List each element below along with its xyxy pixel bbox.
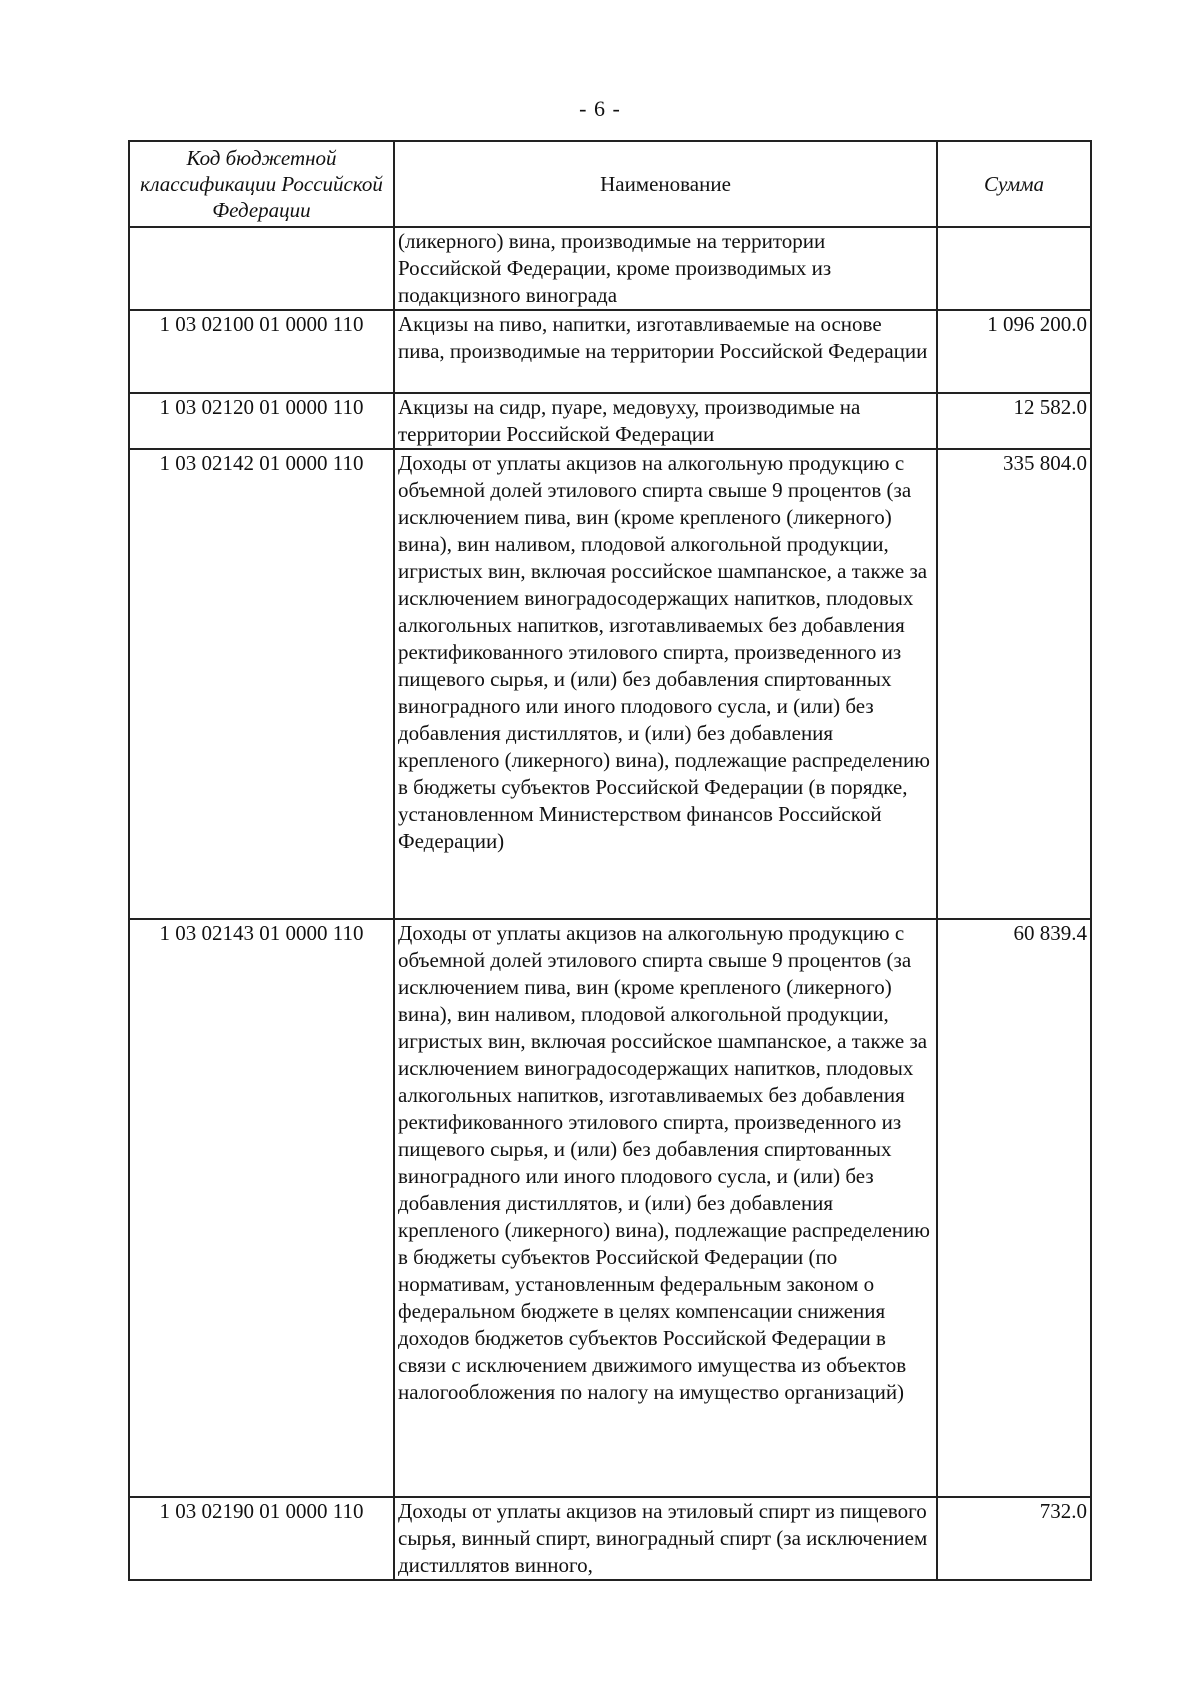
table-row bbox=[129, 393, 1091, 449]
row-name: Доходы от уплаты акцизов на алкогольную продукцию с объемной долей этилового спирта свыше 9 процентов (за исключением пива, вин (кроме крепленого (ликерного) вина), вин наливом, плодовой алкогольной продукции, игристых вин, включая российское шампанское, а также за исключением виноградосодержащих напитков, плодовых алкогольных напитков, изготавливаемых без добавления ректификованного этилового спирта, произведенного из пищевого сырья, и (или) без добавления спиртованных виноградного или иного плодового сусла, и (или) без добавления дистиллятов, и (или) без добавления крепленого (ликерного) вина), подлежащие распределению в бюджеты субъектов Российской Федерации (по нормативам, установленным федеральным законом о федеральном бюджете в целях компенсации снижения доходов бюджетов субъектов Российской Федерации в связи с исключением движимого имущества из объектов налогообложения по налогу на имущество организаций) bbox=[394, 919, 937, 1497]
table-row bbox=[129, 1497, 1091, 1580]
row-code: 1 03 02190 01 0000 110 bbox=[129, 1497, 394, 1580]
row-sum: 12 582.0 bbox=[937, 393, 1091, 449]
row-name: Акцизы на пиво, напитки, изготавливаемые на основе пива, производимые на территории Российской Федерации bbox=[394, 310, 937, 393]
row-sum: 335 804.0 bbox=[937, 449, 1091, 919]
row-code: 1 03 02142 01 0000 110 bbox=[129, 449, 394, 919]
header-sum: Сумма bbox=[937, 141, 1091, 227]
table-row bbox=[129, 449, 1091, 919]
header-name: Наименование bbox=[394, 141, 937, 227]
table-row bbox=[129, 919, 1091, 1497]
row-sum bbox=[937, 227, 1091, 310]
table-row bbox=[129, 310, 1091, 393]
row-sum: 732.0 bbox=[937, 1497, 1091, 1580]
row-name: Акцизы на сидр, пуаре, медовуху, производимые на территории Российской Федерации bbox=[394, 393, 937, 449]
row-code bbox=[129, 227, 394, 310]
row-sum: 60 839.4 bbox=[937, 919, 1091, 1497]
budget-table bbox=[128, 140, 1092, 1581]
page-number: - 6 - bbox=[579, 96, 621, 121]
header-code: Код бюджетной классификации Российской Федерации bbox=[129, 141, 394, 227]
row-code: 1 03 02143 01 0000 110 bbox=[129, 919, 394, 1497]
table-header-row bbox=[129, 141, 1091, 227]
row-sum: 1 096 200.0 bbox=[937, 310, 1091, 393]
row-name: (ликерного) вина, производимые на территории Российской Федерации, кроме производимых из подакцизного винограда bbox=[394, 227, 937, 310]
table-row bbox=[129, 227, 1091, 310]
row-name: Доходы от уплаты акцизов на этиловый спирт из пищевого сырья, винный спирт, виноградный спирт (за исключением дистиллятов винного, bbox=[394, 1497, 937, 1580]
row-code: 1 03 02100 01 0000 110 bbox=[129, 310, 394, 393]
row-code: 1 03 02120 01 0000 110 bbox=[129, 393, 394, 449]
row-name: Доходы от уплаты акцизов на алкогольную продукцию с объемной долей этилового спирта свыше 9 процентов (за исключением пива, вин (кроме крепленого (ликерного) вина), вин наливом, плодовой алкогольной продукции, игристых вин, включая российское шампанское, а также за исключением виноградосодержащих напитков, плодовых алкогольных напитков, изготавливаемых без добавления ректификованного этилового спирта, произведенного из пищевого сырья, и (или) без добавления спиртованных виноградного или иного плодового сусла, и (или) без добавления дистиллятов, и (или) без добавления крепленого (ликерного) вина), подлежащие распределению в бюджеты субъектов Российской Федерации (в порядке, установленном Министерством финансов Российской Федерации) bbox=[394, 449, 937, 919]
